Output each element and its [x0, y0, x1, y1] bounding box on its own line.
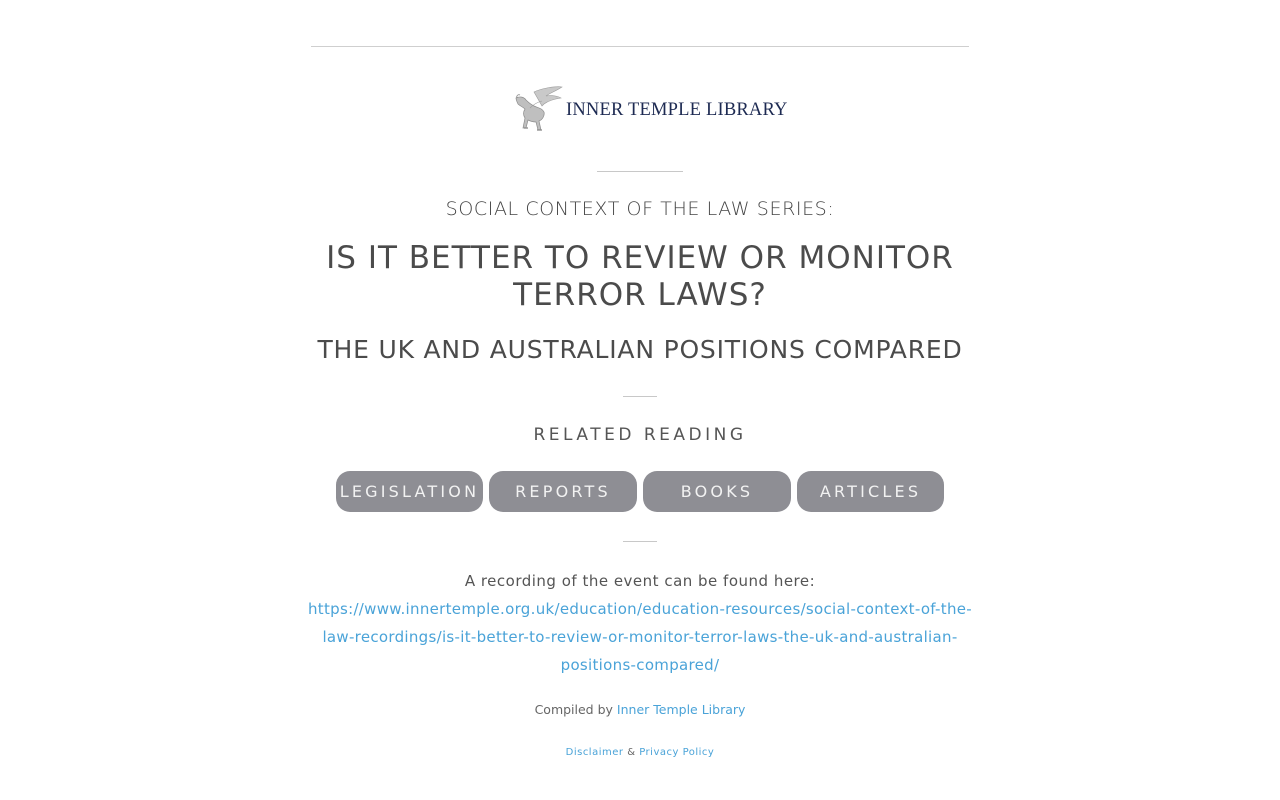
legislation-button[interactable]: LEGISLATION — [336, 471, 483, 512]
compiled-by — [0, 702, 1280, 717]
pegasus-icon — [512, 84, 564, 136]
articles-button[interactable]: ARTICLES — [797, 471, 944, 512]
inner-temple-library-logo[interactable] — [512, 82, 788, 138]
event-title — [0, 240, 1280, 314]
divider — [623, 541, 657, 542]
divider — [597, 171, 683, 172]
event-subtitle: THE UK AND AUSTRALIAN POSITIONS COMPARED — [317, 335, 963, 364]
logo-text: INNER TEMPLE LIBRARY — [566, 99, 788, 120]
disclaimer-link[interactable]: Disclaimer — [565, 747, 624, 758]
legal-links — [0, 747, 1280, 758]
compiled-by-label: Compiled by — [534, 702, 613, 717]
event-title-line-2: TERROR LAWS? — [513, 277, 767, 313]
related-reading-heading: RELATED READING — [533, 425, 747, 445]
recording-link-line-3[interactable]: positions-compared/ — [560, 656, 720, 674]
series-heading: SOCIAL CONTEXT OF THE LAW SERIES: — [445, 198, 835, 220]
event-title-line-1: IS IT BETTER TO REVIEW OR MONITOR — [326, 240, 954, 276]
reports-button[interactable]: REPORTS — [489, 471, 637, 512]
legal-separator: & — [627, 747, 636, 758]
recording-link-line-2[interactable]: law-recordings/is-it-better-to-review-or-monitor-terror-laws-the-uk-and-australian- — [322, 628, 958, 646]
top-divider — [311, 46, 969, 47]
divider — [623, 396, 657, 397]
inner-temple-library-link[interactable]: Inner Temple Library — [616, 702, 746, 717]
books-button[interactable]: BOOKS — [643, 471, 791, 512]
recording-label: A recording of the event can be found here: — [464, 572, 816, 590]
recording-link-line-1[interactable]: https://www.innertemple.org.uk/education/education-resources/social-context-of-the- — [307, 600, 973, 618]
privacy-policy-link[interactable]: Privacy Policy — [639, 747, 715, 758]
